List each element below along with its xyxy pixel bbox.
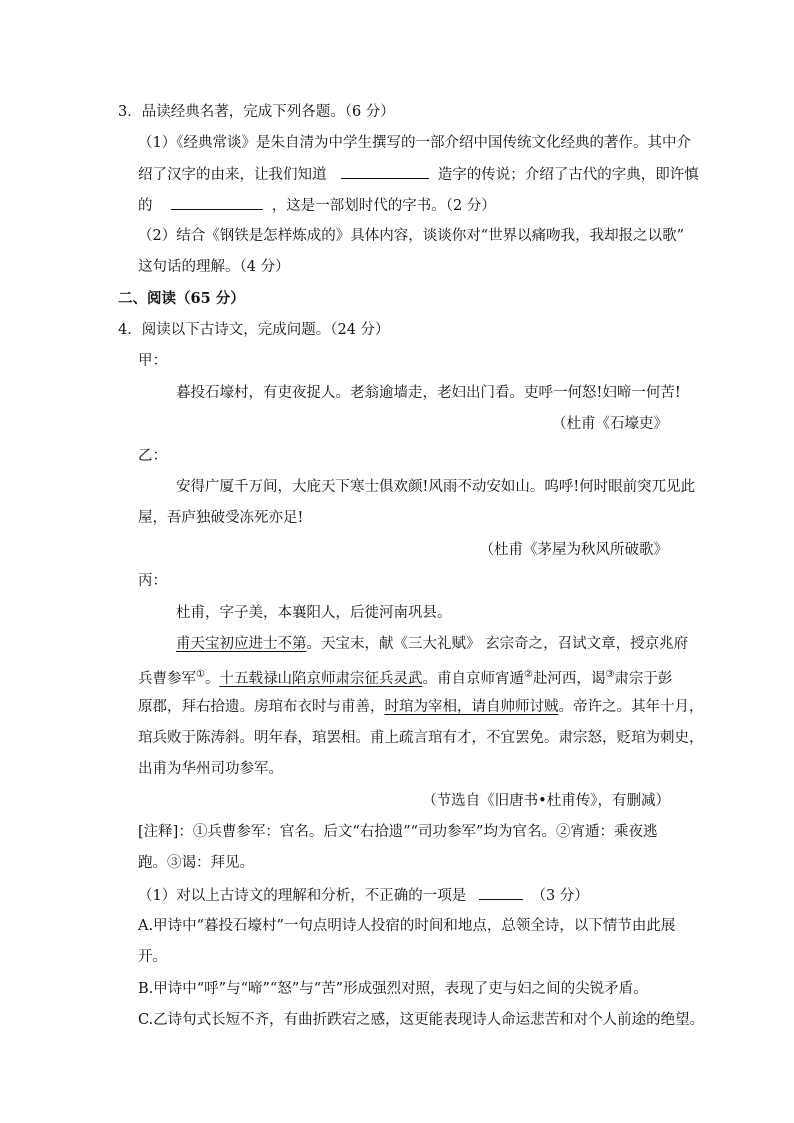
q3-part1-text-c: 的 — [138, 198, 153, 214]
sub-question-1 — [138, 885, 589, 906]
passage-bing-text: 赴河西，谒 — [532, 670, 606, 687]
option-a-line1: A.甲诗中“暮投石壕村”一句点明诗人投宿的时间和地点，总领全诗，以下情节由此展 — [138, 918, 676, 934]
passage-bing-line2-rest: 。天宝末，献《三大礼赋》 玄宗奇之，召试文章，授京兆府 — [306, 636, 689, 652]
answer-blank-2[interactable] — [171, 195, 263, 210]
footnote-marker-1: ① — [196, 669, 205, 680]
passage-yi-source: （杜甫《茅屋为秋风所破歌》 — [479, 542, 668, 558]
footnote-marker-3: ③ — [605, 669, 615, 680]
footnote-marker-2: ② — [523, 669, 533, 680]
passage-bing-text: 肃宗于彭 — [614, 670, 673, 687]
passage-jia-label: 甲： — [138, 353, 167, 369]
passage-bing-text: 兵曹参军 — [138, 670, 196, 687]
passage-yi-line2: 屋，吾庐独破受冻死亦足! — [138, 510, 304, 526]
option-a-line2: 开。 — [138, 949, 167, 965]
passage-yi-label: 乙： — [138, 448, 167, 464]
option-c: C.乙诗句式长短不齐，有曲折跌宕之感，这更能表现诗人命运悲苦和对个人前途的绝望。 — [138, 1012, 705, 1028]
passage-bing-line4 — [138, 697, 704, 717]
passage-bing-label: 丙： — [138, 573, 167, 589]
passage-jia-source: （杜甫《石壕吏》 — [552, 416, 668, 432]
passage-bing-line5: 琯兵败于陈涛斜。明年春，琯罢相。甫上疏言琯有才，不宜罢免。肃宗怒，贬琯为刺史， — [138, 730, 704, 746]
passage-bing-text: 原郡，拜右拾遗。房琯布衣时与甫善， — [138, 699, 385, 715]
answer-blank-1[interactable] — [341, 164, 429, 179]
q3-part1-line2 — [138, 164, 699, 185]
option-b: B.甲诗中“呼”与“啼”“怒”与“苦”形成强烈对照，表现了吏与妇之间的尖锐矛盾。 — [138, 981, 648, 997]
q4-title: 4．阅读以下古诗文，完成问题。（24 分） — [118, 322, 390, 338]
passage-bing-text: 。甫自京师宵遁 — [422, 670, 524, 687]
sub-question-1-text: （1）对以上古诗文的理解和分析，不正确的一项是 — [138, 888, 467, 904]
q3-part1-text-d: ，这是一部划时代的字书。（2 分） — [271, 198, 496, 214]
sub-question-1-score: （3 分） — [531, 888, 589, 904]
q3-part1-line1: （1）《经典常谈》是朱自清为中学生撰写的一部介绍中国传统文化经典的著作。其中介 — [138, 135, 691, 151]
passage-bing-line1: 杜甫，字子美，本襄阳人，后徙河南巩县。 — [176, 605, 452, 621]
annotation-line2: 跑。③谒：拜见。 — [138, 855, 254, 871]
passage-bing-text: 。帝许之。其年十月， — [558, 699, 704, 715]
passage-bing-text: 。 — [204, 670, 220, 687]
passage-bing-line6: 出甫为华州司功参军。 — [138, 761, 283, 777]
annotation-line1: [注释]：①兵曹参军：官名。后文“右拾遗”“司功参军”均为官名。②宵遁：乘夜逃 — [138, 824, 658, 840]
passage-bing-line2 — [176, 634, 688, 654]
q3-part2-line1: （2）结合《钢铁是怎样炼成的》具体内容，谈谈你对“世界以痛吻我，我却报之以歌” — [138, 228, 685, 244]
passage-yi-line1: 安得广厦千万间，大庇天下寒士俱欢颜!风雨不动安如山。呜呼!何时眼前突兀见此 — [176, 479, 696, 495]
answer-blank-3[interactable] — [479, 885, 523, 900]
q3-part1-text-a: 绍了汉字的由来，让我们知道 — [138, 167, 327, 183]
q3-title: 3．品读经典名著，完成下列各题。（6 分） — [118, 104, 395, 120]
underlined-sentence-1: 甫天宝初应进士不第 — [176, 636, 307, 652]
passage-bing-source: （节选自《旧唐书•杜甫传》，有删减） — [422, 793, 670, 809]
q3-part2-line2: 这句话的理解。（4 分） — [138, 259, 290, 275]
underlined-sentence-3: 时琯为宰相，请自帅师讨贼 — [384, 699, 559, 715]
q3-part1-text-b: 造字的传说；介绍了古代的字典，即许慎 — [437, 167, 699, 183]
passage-jia-text: 暮投石壕村，有吏夜捉人。老翁逾墙走，老妇出门看。吏呼一何怒!妇啼一何苦! — [176, 385, 681, 401]
section-title-reading: 二、阅读（65 分） — [118, 290, 245, 307]
underlined-sentence-2: 十五载禄山陷京师肃宗征兵灵武 — [219, 670, 423, 687]
passage-bing-line3 — [138, 665, 672, 689]
q3-part1-line3 — [138, 195, 496, 216]
